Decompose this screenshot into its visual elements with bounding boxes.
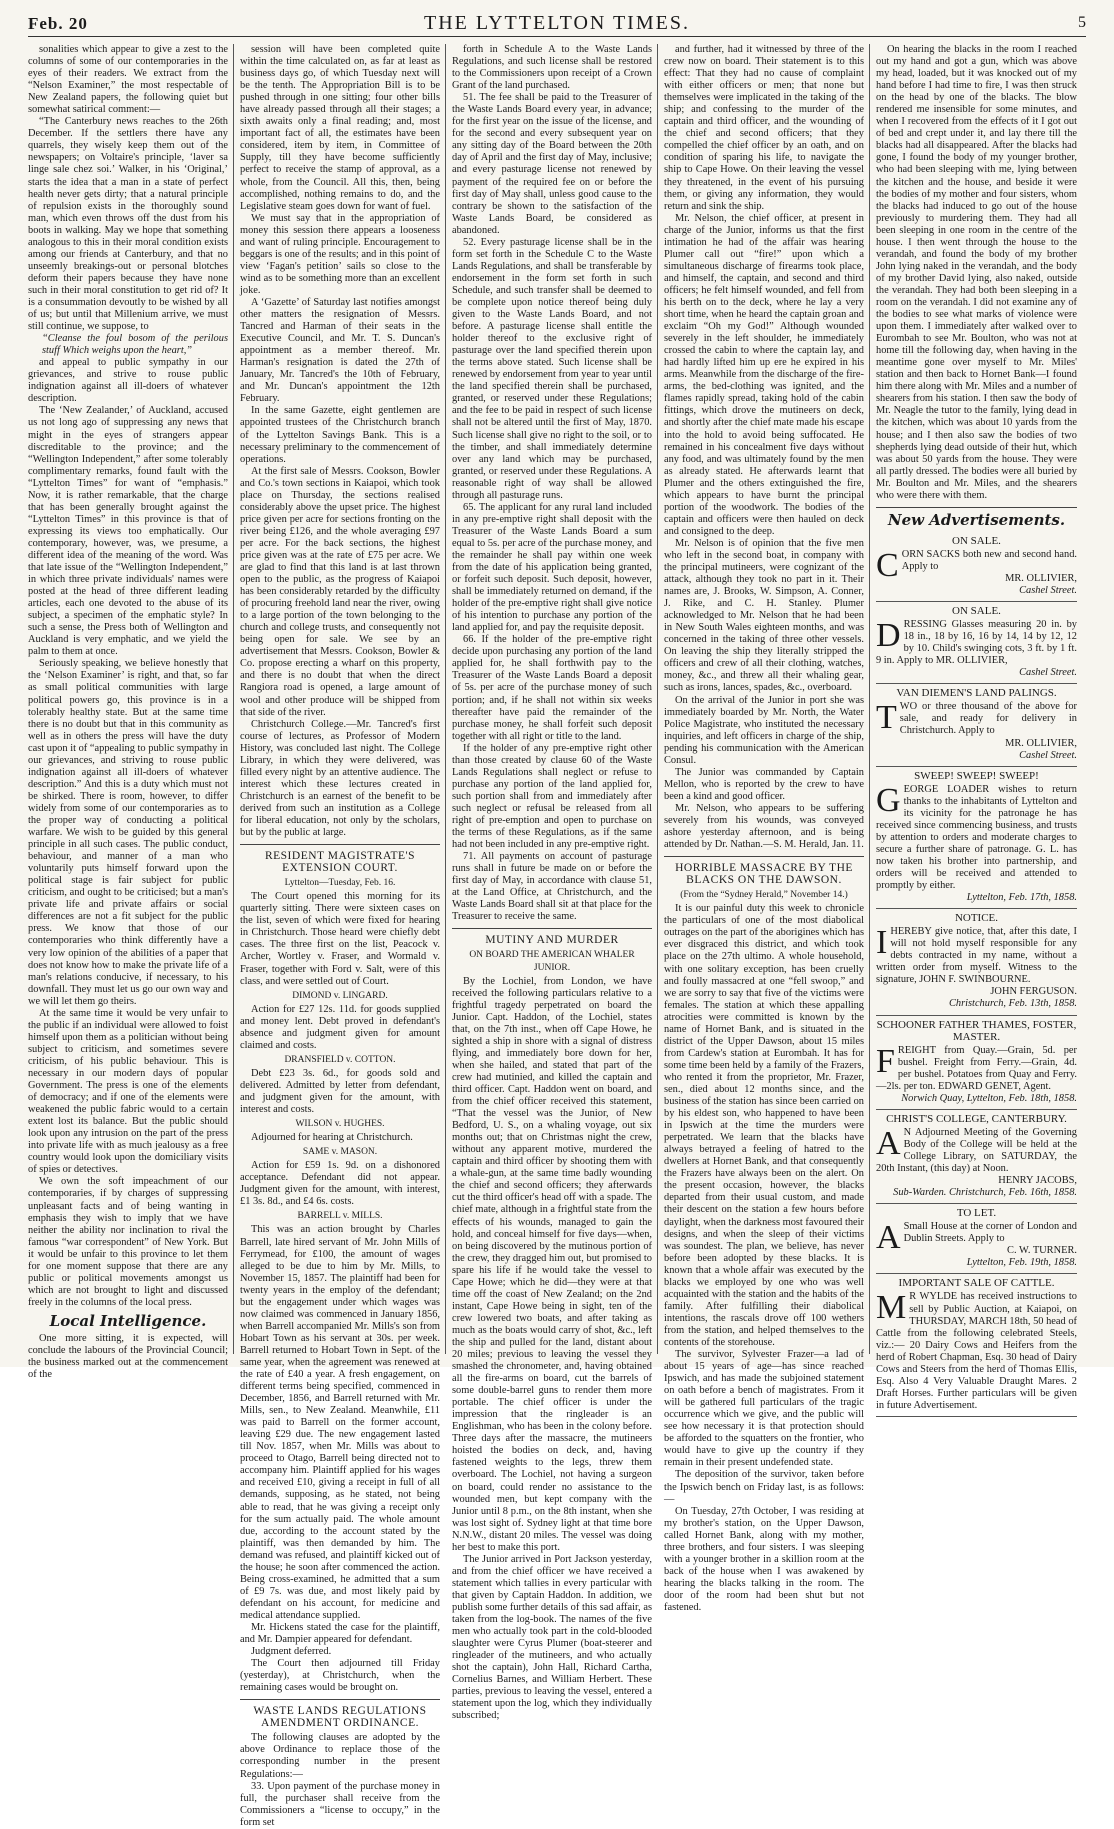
case-title: SAME v. MASON. [302, 1147, 378, 1158]
ad-footer: Christchurch, Feb. 13th, 1858. [948, 998, 1077, 1010]
ad-footer: Cashel Street. [1019, 749, 1077, 761]
court-paragraph: Mr. Hickens stated the case for the plaintiff, and Mr. Dampier appeared for defendant. [240, 1622, 440, 1646]
paper-title: THE LYTTELTON TIMES. [424, 12, 690, 34]
ad-heading: IMPORTANT SALE OF CATTLE. [898, 1277, 1055, 1290]
article-paragraph: At the first sale of Messrs. Cookson, Bowler and Co.'s town sections in Kaiapoi, which took place on Thursday, the sections realised considerably above the upset price. The highest price given per acre for sections fronting on the river being £126, and the whole averaging £97 per acre. For the back sections, the highest price given was at the rate of £75 per acre. We are glad to find that this land is at last thrown open to the public, as the progress of Kaiapoi has been considerably retarded by the difficulty of procuring freehold land near the river, owing to a large portion of the town belonging to the church and college trusts, and consequently not being open for sale. We see by an advertisement that Messrs. Cookson, Bowler & Co. propose erecting a wharf on this property, and there is no doubt that when the direct Rangiora road is opened, a large amount of wool and other produce will be shipped from that side of the river. [240, 465, 440, 718]
advertisement [876, 684, 1077, 766]
article-paragraph: session will have been completed quite within the time calculated on, as far at least as business days go, of which Tuesday next will be the tenth. The Appropriation Bill is to be pushed through in one sitting; four other bills have already passed through all their stages; a sixth awaits only a final reading; and, most important fact of all, the estimates have been considered, item by item, in Committee of Supply, till they have become sufficiently perfect to receive the stamp of approval, as a whole, from the Council. All this, then, being accomplished, nothing remains to do, and the Legislative steam goes down for want of fuel. [240, 44, 440, 212]
divider [876, 507, 1077, 508]
article-paragraph: On the arrival of the Junior in port she was immediately boarded by Mr. North, the Water Police Magistrate, who instituted the necessary inquiries, and left officers in charge of the ship, pending his communication with the American Consul. [664, 694, 864, 766]
article-paragraph: If the holder of any pre-emptive right other than those created by clause 60 of the Waste Lands Regulations shall neglect or refuse to purchase any portion of the land applied for, such portion shall from and immediately after such neglect or refusal be released from all right of pre-emption and open to purchase on the terms of these Regulations, as if the same had not been included in any pre-emptive right. [452, 742, 652, 851]
ad-heading: SCHOONER FATHER THAMES, FOSTER, MASTER. [876, 1018, 1077, 1043]
ad-heading: VAN DIEMEN'S LAND PALINGS. [896, 687, 1057, 700]
article-paragraph: On Tuesday, 27th October, I was residing at my brother's station, on the Upper Dawson, called Hornet Bank, along with my mother, three brothers, and four sisters. I was sleeping with a younger brother in a skillion room at the back of the house when I was awakened by hearing the blacks talking in the room. The door of the room had been shut but not fastened. [664, 1505, 864, 1613]
article-paragraph: We must say that in the appropriation of money this session there appears a looseness and want of ruling principle. Encouragement to beggars is one of the results; and in this point of view ‘Fagan's petition’ sails so close to the wind as to be something more than an excellent joke. [240, 212, 440, 296]
column-4 [664, 44, 870, 1613]
article-paragraph: On hearing the blacks in the room I reached out my hand and got a gun, which was above my head, loaded, but it was knocked out of my hand before I had time to fire, I was then struck on the head by one of the blacks. The blow rendered me insensible for some minutes, and when I recovered from the effects of it I got out of bed and crept under it, and lay there till the blacks had all disappeared. After the blacks had gone, I found the body of my younger brother, who had been sleeping with me, lying between the kitchen and the house, and beside it were the bodies of my mother and four sisters, whom the blacks had induced to go out of the house previously to murdering them. They had all been sleeping in one room in the centre of the house. I then went through the house to the verandah, and found the body of my brother John lying naked in the verandah, and the body of my brother David lying, also naked, outside the verandah. They had both been sleeping in a room on the verandah. I did not examine any of the bodies to see what marks of violence were upon them. I immediately after walked over to Eurombah to see Mr. Boulton, who was not at home till the following day, when having in the meantime gone over myself to Mr. Miles' station and then back to Hornet Bank—I found him there along with Mr. Miles and a number of shearers from his station. I then saw the body of Mr. Neagle the tutor to the family, lying dead in the kitchen, which was about 10 yards from the house; and I then also saw the bodies of two shepherds lying dead outside of their hut, which was about 50 yards from the house. They were all partly dressed. The bodies were all buried by Mr. Boulton and Mr. Miles, and the shearers who were there with them. [876, 44, 1077, 501]
article-paragraph: 51. The fee shall be paid to the Treasurer of the Waste Lands Board every year, in advance; for the first year on the issue of the license, and for the second and every subsequent year on any sitting day of the Board between the 20th day of April and the first day of May, inclusive; and every pasturage license not renewed by payment of the required fee on or before the first day of May shall, unless good cause to the contrary be shown to the satisfaction of the Waste Lands Board, be considered as abandoned. [452, 92, 652, 236]
article-paragraph: The following clauses are adopted by the above Ordinance to replace those of the corresponding number in the present Regulations:— [240, 1732, 440, 1780]
ad-body: EORGE LOADER wishes to return thanks to the inhabitants of Lyttelton and its vicinity for the patronage he has received since commencing business, and trusts by attention to orders and moderate charges to secure a further share of patronage. G. L. has now taken his brother into partnership, and orders will be received and attended to promptly by either. [876, 783, 1077, 892]
ad-body: ORN SACKS both new and second hand. Apply to [901, 548, 1077, 572]
ad-footer: Cashel Street. [1019, 585, 1077, 597]
drop-capital: A [876, 1219, 901, 1257]
page-number: 5 [1078, 14, 1086, 31]
article-paragraph: One more sitting, it is expected, will conclude the labours of the Provincial Council; the business marked out at the commencement of the [28, 1332, 228, 1381]
ad-body: R WYLDE has received instructions to sell by Public Auction, at Kaiapoi, on THURSDAY, MARCH 18th, 50 head of Cattle from the following celebrated Steels, viz.:— 20 Dairy Cows and Heifers from the herd of Robert Chapman, Esq. 30 head of Dairy Cows and Steers from the herd of Thomas Ellis, Esq. Also 4 Very Valuable Draught Mares. 2 Draft Horses. Further particulars will be given in future Advertisement. [876, 1291, 1077, 1411]
ad-footer: Lyttelton, Feb. 19th, 1858. [966, 1257, 1077, 1269]
new-advertisements-heading: New Advertisements. [887, 510, 1066, 529]
court-paragraph: Judgment deferred. [251, 1646, 332, 1658]
drop-capital: C [876, 546, 899, 584]
ad-heading: NOTICE. [954, 912, 999, 925]
article-paragraph: In the same Gazette, eight gentlemen are appointed trustees of the Christchurch branch of the Lyttelton Savings Bank. This is a necessary preliminary to the commencement of operations. [240, 405, 440, 465]
article-paragraph: and appeal to public sympathy in our grievances, and strive to rouse public indignation against all ill-doers of whatever description. [28, 357, 228, 405]
article-paragraph: 71. All payments on account of pasturage runs shall in future be made on or before the first day of May, in accordance with clause 51, at the Land Office, at Christchurch, and the Waste Lands Board shall sit at that place for the Treasurer to receive the same. [452, 851, 652, 923]
mutiny-heading: MUTINY AND MURDER [485, 934, 619, 947]
article-paragraph: and further, had it witnessed by three of the crew now on board. Their statement is to this effect: That they had no cause of complaint with either officers or men; that none but themselves were implicated in the taking of the ship; and confessing to the murder of the captain and third officer, and the wounding of the chief and second officers; that they compelled the chief officer by an oath, and on condition of sparing his life, to navigate the ship to Cape Howe. On their leaving the vessel they threatened, in the event of his pursuing them, or giving any information, they would return and sink the ship. [664, 44, 864, 212]
article-paragraph: Mr. Nelson, the chief officer, at present in charge of the Junior, informs us that the first intimation he had of the affair was hearing Plumer call out “fire!” upon which a simultaneous discharge of firearms took place, and himself, the captain, and second and third officers; he felt himself wounded, and fell from his berth on to the deck, where he lay a very short time, when he heard the captain groan and exclaim “Oh my God!” Although wounded severely in the left shoulder, he immediately crossed the cabin to where the captain lay, and had hardly lifted him up ere he expired in his arms. Meanwhile from the discharge of the fire-arms, the bed-clothing was ignited, and the flames rapidly spread, taking hold of the cabin fittings, which drove the mutineers on deck, and shortly after the chief mate made his escape into the hold to avoid being suffocated. He remained in his concealment five days without any food, and was ultimately found by the men as already stated. He afterwards learnt that Plumer and the others extinguished the fire, which appears to have burnt the principal portion of the woodwork. The bodies of the captain and officers were then hauled on deck and consigned to the deep. [664, 212, 864, 537]
ad-body: HEREBY give notice, that, after this date, I will not hold myself responsible for any debts contracted in my name, without a written order from myself. Witness to the signature, JOHN F. SWINBOURNE. [876, 926, 1077, 986]
column-2 [240, 44, 446, 1828]
ad-signature: MR. OLLIVIER, [1005, 737, 1077, 749]
column-1 [28, 44, 234, 1381]
article-paragraph: The deposition of the survivor, taken before the Ipswich bench on Friday last, is as follows:— [664, 1469, 864, 1505]
article-paragraph: 52. Every pasturage license shall be in the form set forth in the Schedule C to the Waste Lands Regulations, and shall be transferable by endorsement in the form set forth in such Schedule, and such transfer shall be deemed to be complete upon notice thereof being duly given to the Waste Lands Board, and not before. A pasturage license shall entitle the holder thereof to the exclusive right of pasturage over the land specified therein upon the terms above stated. Such license shall be renewed by endorsement from year to year until the land specified therein shall be purchased, granted, or reserved under these Regulations; and the fee to be paid in respect of such license shall not be altered until the first of May, 1870. Such license shall give no right to the soil, or to the timber, and shall immediately determine over any land which may be purchased, granted, or reserved under these Regulations. A reasonable right of way shall be allowed through all pasturage runs. [452, 236, 652, 501]
court-paragraph: This was an action brought by Charles Barrell, late hired servant of Mr. John Mills of Ferrymead, for £100, the amount of wages alleged to be due to him by Mr. Mills, to November 15, 1857. The plaintiff had been for twenty years in the employ of the defendant; but the engagement under which wages was now claimed was commenced in January 1856, when Barrell accompanied Mr. Mills's son from Hobart Town as his servant at 30s. per week. Barrell returned to Hobart Town in Sept. of the same year, when the agreement was renewed at the rate of £40 a year. A fresh engagement, on different terms being specified, commenced in December, 1856, and Barrell returned with Mr. Mills, sen., to New Zealand. Meanwhile, £11 was paid to Barrell on the former account, leaving £29 due. The new engagement lasted till Nov. 1857, when Mr. Mills was about to proceed to Otago, Barrell being directed not to accompany him. Plaintiff applied for his wages and received £10, giving a receipt in full of all demands, supposing, as he stated, not being able to read, that he was giving a receipt only for the sum actually paid. The whole amount due, according to the account stated by the plaintiff, was then demanded by him. The demand was refused, and plaintiff kicked out of the house; he soon after commenced the action. Being cross-examined, he admitted that a sum of £9 7s. was due, and most likely paid by defendant on his account, for medicine and medical attendance supplied. [240, 1224, 440, 1621]
drop-capital: D [876, 617, 901, 655]
advertisement [876, 602, 1077, 684]
ad-heading: TO LET. [956, 1207, 997, 1220]
article-paragraph: By the Lochiel, from London, we have received the following particulars relative to a frightful tragedy perpetrated on board the Junior. Capt. Haddon, of the Lochiel, states that, on the 7th inst., when off Cape Howe, he sighted a ship in shore with a signal of distress flying, and immediately bore down for her, when she hailed, and stated that part of the crew had mutinied, and killed the captain and third officer. Capt. Haddon went on board, and from the chief officer received this statement, “That the vessel was the Junior, of New Bedford, U. S., on a whaling voyage, out six months out; that on Christmas night the crew, without any apparent motive, murdered the captain and third officer by shooting them with a whale-gun, at the same time badly wounding the chief and second officers; they afterwards cut the third officer's head off with a spade. The chief mate, although in a frightful state from the effects of his wounds, managed to gain the hold, and conceal himself for five days—when, on being discovered by the mutinous portion of the crew, they dragged him out, but promised to spare his life if he would take the vessel to Cape Howe; which he did—they were at that time off the coast of New Zealand; on the 2nd instant, Cape Howe being in sight, ten of the crew lowered two boats, and after taking as much as the boats would carry of shot, &c., left the ship and pulled for the land, distant about 20 miles; previous to leaving the vessel they smashed the chronometer, and, having obtained all the fire-arms on board, cut the barrels of some double-barrel guns to render them more portable. The chief officer is under the impression that the ringleader is an Englishman, who has been in the colony before. Three days after the massacre, the mutineers hoisted the bodies on deck, and, having fastened weights to the legs, threw them overboard. The Lochiel, not having a surgeon on board, could render no assistance to the wounded men, but kept company with the Junior until 8 p.m., on the 8th instant, when she was lost sight of. Sydney light at that time bore N.N.W., distant 20 miles. The vessel was doing her best to make this port. [452, 975, 652, 1553]
divider [240, 844, 440, 845]
ad-signature: MR. OLLIVIER, [1005, 572, 1077, 584]
advertisement [876, 1110, 1077, 1204]
advertisement [876, 1274, 1077, 1417]
article-paragraph: 66. If the holder of the pre-emptive right decide upon purchasing any portion of the land applied for, he shall forthwith pay to the Treasurer of the Waste Lands Board a deposit of 5s. per acre of the purchase money of such portion; and, if he shall not within six weeks thereafter have paid the remainder of the purchase money, he shall forfeit such deposit together with all right or title to the land. [452, 634, 652, 742]
ad-signature: C. W. TURNER. [1007, 1245, 1077, 1257]
article-paragraph: Seriously speaking, we believe honestly that the ‘Nelson Examiner’ is right, and that, so far as small political communities with large political powers go, this province is in a tolerably healthy state. But at the same time there is no doubt but that in this community as well as in others the press will have the duty cast upon it of “appealing to public sympathy in our grievances, and striving to rouse public indignation against all ill-doers of whatever description.” And this is a duty which must not be shirked. There is room, however, to differ widely from some of our contemporaries as to the proper way of conducting a political warfare. We wish to be guided by this general principle in all such cases. The public conduct, behaviour, and manner of a man who voluntarily puts himself forward upon the political stage is fair subject for public criticism, and ought to be criticised; but a man's private life and private affairs or social differences are not a fit subject for the public press. We know that those of our contemporaries who think differently have a very low opinion of the abilities of a paper that does not know how to make the private life of a man's relations conducive, if necessary, to his downfall. They must let us go our own way and we will let them go theirs. [28, 658, 228, 1007]
court-paragraph: The Court opened this morning for its quarterly sitting. There were sixteen cases on the list, seven of which were fixed for hearing in Christchurch. Those heard were chiefly debt cases. The three first on the list, Peacock v. Archer, Wortley v. Fraser, and Wormald v. Fraser, together with Ford v. Salt, were of this class, and were settled out of Court. [240, 891, 440, 987]
masthead [28, 10, 1086, 37]
court-heading: RESIDENT MAGISTRATE'S EXTENSION COURT. [264, 850, 416, 875]
article-paragraph: Mr. Nelson, who appears to be suffering severely from his wounds, was conveyed ashore yesterday afternoon, and is being attended by Dr. Nathan.—S. M. Herald, Jan. 11. [664, 802, 864, 851]
drop-capital: G [876, 781, 901, 819]
article-paragraph: Mr. Nelson is of opinion that the five men who left in the second boat, in company with the principal mutineers, were cognizant of the attack, although they took no part in it. Their names are, J. Brooks, W. Simpson, A. Conner, J. Rike, and C. H. Stanley. Plumer acknowledged to Mr. Nelson that he had been in New South Wales eighteen months, and was concerned in the taking of three other vessels. On leaving the ship they literally stripped the officers and crew of all their clothing, watches, money, &c., and threw all their whaling gear, such as irons, lances, spades, &c., overboard. [664, 537, 864, 694]
drop-capital: I [876, 924, 888, 962]
ad-signature: JOHN FERGUSON. [990, 986, 1077, 998]
divider [452, 928, 652, 929]
ad-footer: Sub-Warden. Christchurch, Feb. 16th, 1858. [893, 1187, 1077, 1199]
court-paragraph: Adjourned for hearing at Christchurch. [251, 1132, 413, 1144]
divider [240, 1699, 440, 1700]
case-title: DRANSFIELD v. COTTON. [284, 1054, 396, 1065]
column-3 [452, 44, 658, 1722]
ad-heading: ON SALE. [952, 605, 1001, 618]
drop-capital: M [876, 1289, 907, 1327]
ad-signature: HENRY JACOBS, [998, 1175, 1077, 1187]
court-paragraph: Action for £59 1s. 9d. on a dishonored acceptance. Defendant did not appear. Judgment given for the amount, with interest, £1 3s. 8d., and £4 6s. costs. [240, 1160, 440, 1208]
ad-heading: SWEEP! SWEEP! SWEEP! [914, 769, 1039, 782]
drop-capital: T [876, 699, 897, 737]
court-paragraph: Action for £27 12s. 11d. for goods supplied and money lent. Debt proved in defendant's absence and judgment given for amount claimed and costs. [240, 1003, 440, 1051]
article-paragraph: It is our painful duty this week to chronicle the particulars of one of the most diabolical outrages on the part of the aborigines which has ever disgraced this district, and which took place on the 27th ultimo. A whole household, with one solitary exception, has been cruelly and foully massacred at one “fell swoop,” and we are sorry to say that five of the victims were females. The station at which these appalling atrocities were committed is known by the name of Hornet Bank, and is situated in the district of the Upper Dawson, about 15 miles from Cardew's station at Eurombah. It has for some time been held by a family of the Frazers, who rented it from the proprietor, Mr. Frazer, sen., died about 12 months since, and the business of the station has since been carried on by his eldest son, who happened to have been in Ipswich at the time the murders were perpetrated. We learn that the blacks have always betrayed a feeling of hatred to the dwellers at Hornet Bank, and that consequently the Frazers have always been on the alert. On the present occasion, however, the blacks departed from their usual custom, and made their descent on the station a few hours before daylight, when the darkness most favoured their designs, and when the sleep of their victims was soundest. The plan, we believe, has never before been adopted by these blacks. It is known that a whole affair was executed by the blacks we employed by one who was well acquainted with the station and the habits of the family. After fulfilling their diabolical intentions, the rascals drove off 100 wethers from the station, and helped themselves to the contents of the storehouse. [664, 903, 864, 1348]
article-paragraph: We own the soft impeachment of our contemporaries, if by charges of suppressing unpleasant facts and of being wanting in emphasis they wish to imply that we have neither the ability nor inclination to rival the famous “war correspondent” of New York. But it would be unfair to this province to let them for one moment suppose that there are any public or political movements amongst us which are not brought to light and discussed freely in the columns of the local press. [28, 1176, 228, 1308]
drop-capital: F [876, 1042, 895, 1080]
case-title: WILSON v. HUGHES. [295, 1119, 385, 1130]
ad-heading: ON SALE. [952, 534, 1001, 547]
ad-body: Small House at the corner of London and Dublin Streets. Apply to [903, 1221, 1077, 1245]
quotation: “Cleanse the foul bosom of the perilous stuff Which weighs upon the heart,” [42, 333, 228, 357]
massacre-source: (From the “Sydney Herald,” November 14.) [680, 890, 848, 901]
article-paragraph: The ‘New Zealander,’ of Auckland, accused us not long ago of suppressing any news that might in the eyes of strangers appear discreditable to the province; and the “Wellington Independent,” after some tolerably complimentary remarks, found fault with the “Lyttelton Times” for want of “emphasis.” Now, it is rather remarkable, that the charge that has been generally brought against the “Lyttelton Times” in this province is that of expressing its views too emphatically. Our contemporary, however, was, we presume, a different idea of the meaning of the word. Was that late issue of the “Wellington Independent,” in which three private individuals' names were posted at the head of three different leading articles, each one devoted to the abuse of its subject, a specimen of the emphatic style? In such a sense, the Press both of Wellington and Auckland is very emphatic, and we yield the palm to them at once. [28, 405, 228, 658]
article-paragraph: sonalities which appear to give a zest to the columns of some of our contemporaries in the eyes of their readers. We extract from the “Nelson Examiner,” the most respectable of New Zealand papers, the following quiet but somewhat satirical comment:— [28, 44, 228, 116]
local-intelligence-heading: Local Intelligence. [49, 1311, 207, 1330]
court-paragraph: The Court then adjourned till Friday (yesterday), at Christchurch, when the remaining cases would be brought on. [240, 1658, 440, 1694]
advertisements [876, 532, 1077, 1417]
ad-body: REIGHT from Quay.—Grain, 5d. per bushel. Freight from Ferry.—Grain, 4d. per bushel. Potatoes from Quay and Ferry.—2ls. per ton. EDWARD GENET, Agent. [876, 1044, 1077, 1092]
article-paragraph: Christchurch College.—Mr. Tancred's first course of lectures, as Professor of Modern History, was concluded last night. The College Library, in which they were delivered, was filled every night by an attentive audience. The interest which these lectures created in Christchurch is an earnest of the benefit to be derived from such an institution as a College for liberal education, not only by the scholars, but by the public at large. [240, 718, 440, 839]
article-paragraph: The survivor, Sylvester Frazer—a lad of about 15 years of age—has since reached Ipswich, and has made the subjoined statement on oath before a bench of magistrates. From it will be gathered full particulars of the tragic occurrence which we give, and the public will see how necessary it is that protection should be afforded to the squatters on the frontier, who would have to give up the country if they remain in their present undefended state. [664, 1349, 864, 1469]
court-dateline: Lyttelton—Tuesday, Feb. 16. [284, 878, 396, 889]
advertisement [876, 909, 1077, 1015]
article-paragraph: “The Canterbury news reaches to the 26th December. If the settlers there have any quarrels, they wisely keep them out of the newspapers; on Voltaire's principle, ‘laver sa linge sale chez soi.’ Walker, in his ‘Original,’ starts the idea that a man in a state of perfect health never gets dirty; that a natural principle of repulsion exists in the thoroughly sound man, which even throws off the dust from his boots in walking. May we hope that something analogous to this in their moral condition exists among our friends at Canterbury, and that no unseemly breakings-out or personal blotches deform their papers because they have none such in their moral constitution to get rid of? It is a consummation devoutly to be wished by all of us; but until that Millenium arrive, we must still continue, we suppose, to [28, 116, 228, 333]
advertisement [876, 1016, 1077, 1110]
mutiny-subheading: ON BOARD THE AMERICAN WHALER JUNIOR. [469, 950, 635, 973]
ad-body: RESSING Glasses measuring 20 in. by 18 in., 18 by 16, 16 by 14, 14 by 12, 12 by 10. Child's swinging cots, 3 ft. by 1 ft. 9 in. Apply to MR. OLLIVIER, [876, 619, 1077, 667]
column-5 [876, 44, 1082, 1411]
article-paragraph: 65. The applicant for any rural land included in any pre-emptive right shall deposit with the Treasurer of the Waste Lands Board a sum equal to 5s. per acre of the purchase money, and the remainder he shall pay within one week from the date of his application being granted, or forfeit such deposit. Such deposit, however, shall be immediately returned on demand, if the holder of the pre-emptive right shall give notice of his intention to purchase any portion of the land applied for, and pay the requisite deposit. [452, 501, 652, 634]
article-paragraph: At the same time it would be very unfair to the public if an individual were allowed to foist himself upon them as a politician without being subject to criticism, and sometimes severe criticism, of his public behaviour. This is necessary in our modern days of popular Government. The press is one of the elements of democracy; and if one of the elements were weakened the public fabric would to a certain extent lost its balance. But the public should look upon any intrusion on the part of the press into private life with as much jealousy as a free country would look upon the domiciliary visits of spies or detectives. [28, 1007, 228, 1176]
advertisement [876, 767, 1077, 910]
ad-footer: Lyttelton, Feb. 17th, 1858. [966, 892, 1077, 904]
ad-footer: Cashel Street. [1019, 667, 1077, 679]
article-paragraph: The Junior was commanded by Captain Mellon, who is reported by the crew to have been a kind and good officer. [664, 766, 864, 802]
ad-heading: CHRIST'S COLLEGE, CANTERBURY. [886, 1112, 1067, 1125]
columns [28, 44, 1086, 1828]
issue-date: Feb. 20 [28, 14, 88, 33]
case-title: BARRELL v. MILLS. [297, 1211, 383, 1222]
ad-body: N Adjourned Meeting of the Governing Body of the College will be held at the College Library, on SATURDAY, the 20th Instant, (this day) at Noon. [876, 1126, 1077, 1175]
drop-capital: A [876, 1124, 901, 1162]
ad-body: WO or three thousand of the above for sale, and ready for delivery in Christchurch. Apply to [899, 701, 1077, 737]
ad-footer: Norwich Quay, Lyttelton, Feb. 18th, 1858. [901, 1092, 1077, 1104]
court-paragraph: Debt £23 3s. 6d., for goods sold and delivered. Admitted by letter from defendant, and judgment given for the amount, with interest and costs. [240, 1067, 440, 1116]
article-paragraph: forth in Schedule A to the Waste Lands Regulations, and such license shall be restored to the Commissioners upon receipt of a Crown Grant of the land purchased. [452, 44, 652, 92]
divider [664, 856, 864, 857]
massacre-heading: HORRIBLE MASSACRE BY THE BLACKS ON THE DAWSON. [675, 862, 853, 887]
waste-lands-heading: WASTE LANDS REGULATIONS AMENDMENT ORDINANCE. [253, 1705, 427, 1730]
advertisement [876, 532, 1077, 602]
advertisement [876, 1204, 1077, 1274]
article-paragraph: 33. Upon payment of the purchase money in full, the purchaser shall receive from the Commissioners a “license to occupy,” in the form set [240, 1780, 440, 1828]
article-paragraph: The Junior arrived in Port Jackson yesterday, and from the chief officer we have received a statement which tallies in every particular with that given by Captain Haddon. In addition, we publish some further details of this sad affair, as taken from the log-book. The names of the five men who actually took part in the cold-blooded slaughter were Cyrus Plumer (boat-steerer and ringleader of the mutineers, and who actually shot the captain), John Hall, Richard Cartha, Cornelius Barnes, and William Herbert. These parties, previous to leaving the vessel, entered a statement upon the log, which they individually subscribed; [452, 1553, 652, 1722]
case-title: DIMOND v. LINGARD. [292, 990, 388, 1001]
article-paragraph: A ‘Gazette’ of Saturday last notifies amongst other matters the resignation of Messrs. Tancred and Harman of their seats in the Executive Council, and Mr. T. S. Duncan's appointment as a member thereof. Mr. Harman's resignation is dated the 27th of January, Mr. Tancred's the 10th of February, and Mr. Duncan's appointment the 12th February. [240, 296, 440, 405]
